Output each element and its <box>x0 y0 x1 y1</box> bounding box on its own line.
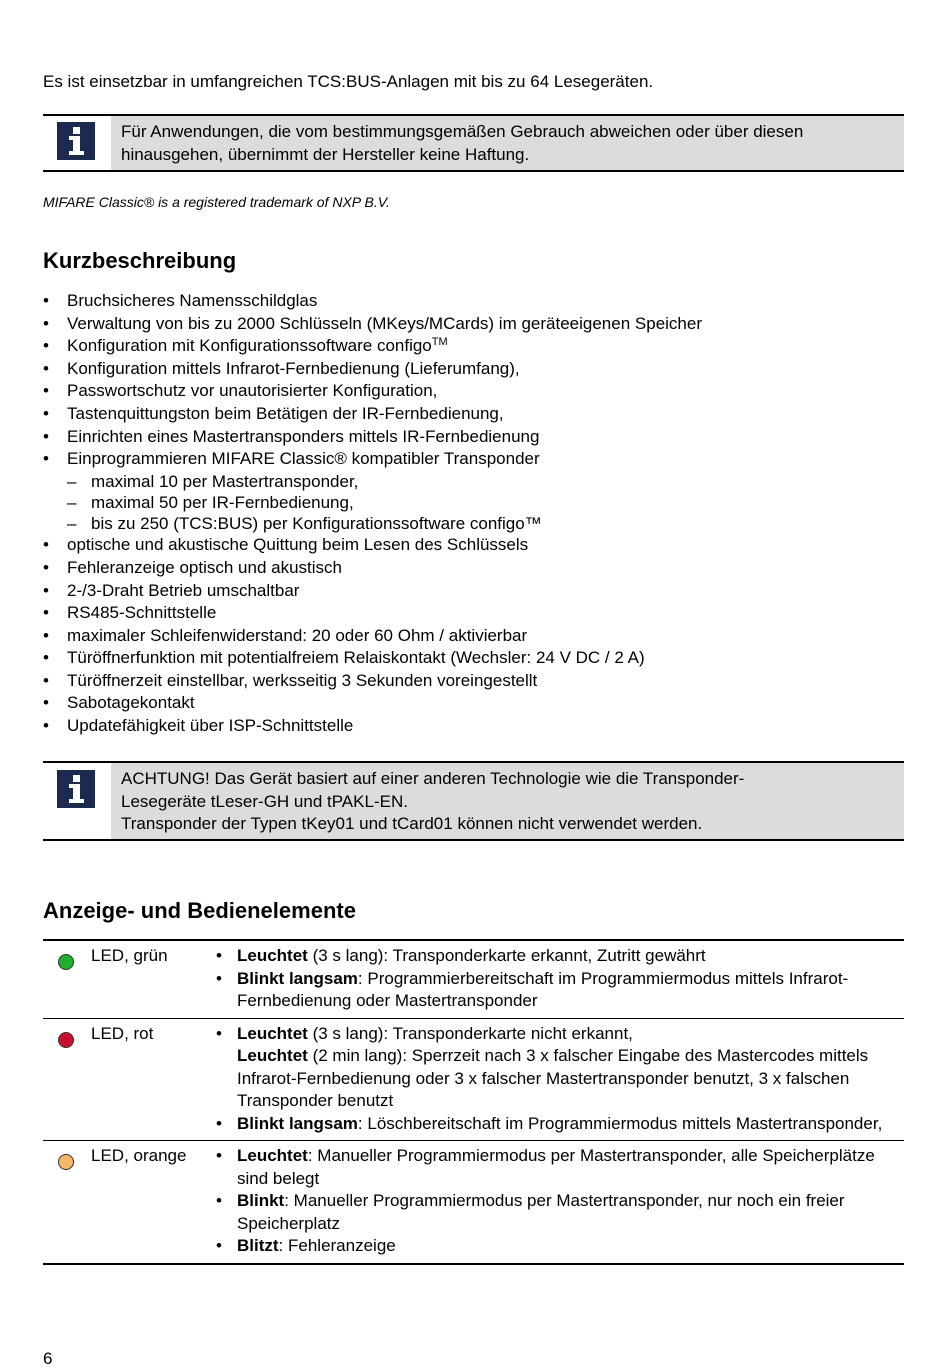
list-item: • Blinkt langsam: Löschbereitschaft im Programmiermodus mittels Mastertransponder, <box>216 1113 883 1133</box>
list-item: • Passwortschutz vor unautorisierter Konfiguration, <box>43 381 438 401</box>
section-heading-anzeige: Anzeige- und Bedienelemente <box>43 898 356 923</box>
warning-note <box>43 761 904 841</box>
table-row <box>43 1018 904 1141</box>
list-item: • Fehleranzeige optisch und akustisch <box>43 557 342 577</box>
list-item: • Konfiguration mittels Infrarot-Fernbedienung (Lieferumfang), <box>43 358 520 378</box>
list-item: • Updatefähigkeit über ISP-Schnittstelle <box>43 716 354 736</box>
trademark-note: MIFARE Classic® is a registered trademark of NXP B.V. <box>43 194 390 210</box>
list-item: • Leuchtet (3 s lang): Transponderkarte erkannt, Zutritt gewährt <box>216 946 706 965</box>
list-item: • optische und akustische Quittung beim Lesen des Schlüssels <box>43 535 529 555</box>
list-item: • Tastenquittungston beim Betätigen der IR-Fernbedienung, <box>43 403 504 423</box>
intro-text: Es ist einsetzbar in umfangreichen TCS:BUS-Anlagen mit bis zu 64 Lesegeräten. <box>43 72 654 91</box>
indicator-table <box>43 939 904 1265</box>
section-heading-kurzbeschreibung: Kurzbeschreibung <box>43 248 237 273</box>
trademark-sup: TM <box>431 336 448 349</box>
list-item: • Leuchtet: Manueller Programmiermodus per Mastertransponder, alle Speicherplätze sind belegt <box>216 1146 875 1188</box>
list-item: • Verwaltung von bis zu 2000 Schlüsseln (MKeys/MCards) im geräteeigenen Speicher <box>43 313 702 333</box>
info-icon <box>57 122 95 160</box>
led-label: LED, rot <box>91 1023 154 1043</box>
sub-list-item: – bis zu 250 (TCS:BUS) per Konfigurationssoftware configo™ <box>67 514 542 534</box>
led-label: LED, grün <box>91 946 168 965</box>
liability-note <box>43 114 904 172</box>
led-orange-icon <box>58 1154 74 1170</box>
led-label: LED, orange <box>91 1146 187 1165</box>
page-number: 6 <box>43 1349 53 1368</box>
note-line: Transponder der Typen tKey01 und tCard01 können nicht verwendet werden. <box>121 814 703 833</box>
list-item: • Blinkt: Manueller Programmiermodus per Mastertransponder, nur noch ein freier Speicherplatz <box>216 1191 845 1233</box>
list-item: • Einrichten eines Mastertransponders mittels IR-Fernbedienung <box>43 426 540 446</box>
list-item: • Türöffnerzeit einstellbar, werksseitig 3 Sekunden voreingestellt <box>43 670 538 690</box>
table-row <box>43 940 904 1018</box>
led-red-icon <box>58 1032 74 1048</box>
feature-list <box>43 290 913 738</box>
list-item: • Konfiguration mit Konfigurationssoftware configo™ <box>43 336 448 356</box>
list-item: • Türöffnerfunktion mit potentialfreiem Relaiskontakt (Wechsler: 24 V DC / 2 A) <box>43 648 645 668</box>
list-item: • Bruchsicheres Namensschildglas <box>43 291 318 310</box>
sub-list-item: – maximal 10 per Mastertransponder, <box>67 471 359 491</box>
note-line: Lesegeräte tLeser-GH und tPAKL-EN. <box>121 791 408 811</box>
list-item: • RS485-Schnittstelle <box>43 603 217 623</box>
list-item: • 2-/3-Draht Betrieb umschaltbar <box>43 580 300 600</box>
list-item: • Blitzt: Fehleranzeige <box>216 1236 396 1255</box>
note-line: ACHTUNG! Das Gerät basiert auf einer anderen Technologie wie die Transponder- <box>121 769 745 788</box>
list-item: • Blinkt langsam: Programmierbereitschaft im Programmiermodus mittels Infrarot-Fernbedienung oder Mastertransponder <box>216 968 849 1010</box>
list-item: • Einprogrammieren MIFARE Classic® kompatibler Transponder <box>43 449 540 469</box>
sub-list-item: – maximal 50 per IR-Fernbedienung, <box>67 492 354 512</box>
list-item: • maximaler Schleifenwiderstand: 20 oder 60 Ohm / aktivierbar <box>43 625 528 645</box>
note-line: hinausgehen, übernimmt der Hersteller keine Haftung. <box>121 144 530 164</box>
led-green-icon <box>58 954 74 970</box>
note-line: Für Anwendungen, die vom bestimmungsgemäßen Gebrauch abweichen oder über diesen <box>121 122 804 141</box>
info-icon <box>57 770 95 808</box>
table-row <box>43 1141 904 1264</box>
list-item: • Sabotagekontakt <box>43 693 195 713</box>
list-item: • Leuchtet (3 s lang): Transponderkarte nicht erkannt, Leuchtet (2 min lang): Sperrzeit nach 3 x falscher Eingabe des Mastercodes mittels Infrarot-Fernbedienung oder 3 x falscher Mastertransponder benutzt, 3 x falschen Transponder benutzt <box>216 1023 869 1110</box>
